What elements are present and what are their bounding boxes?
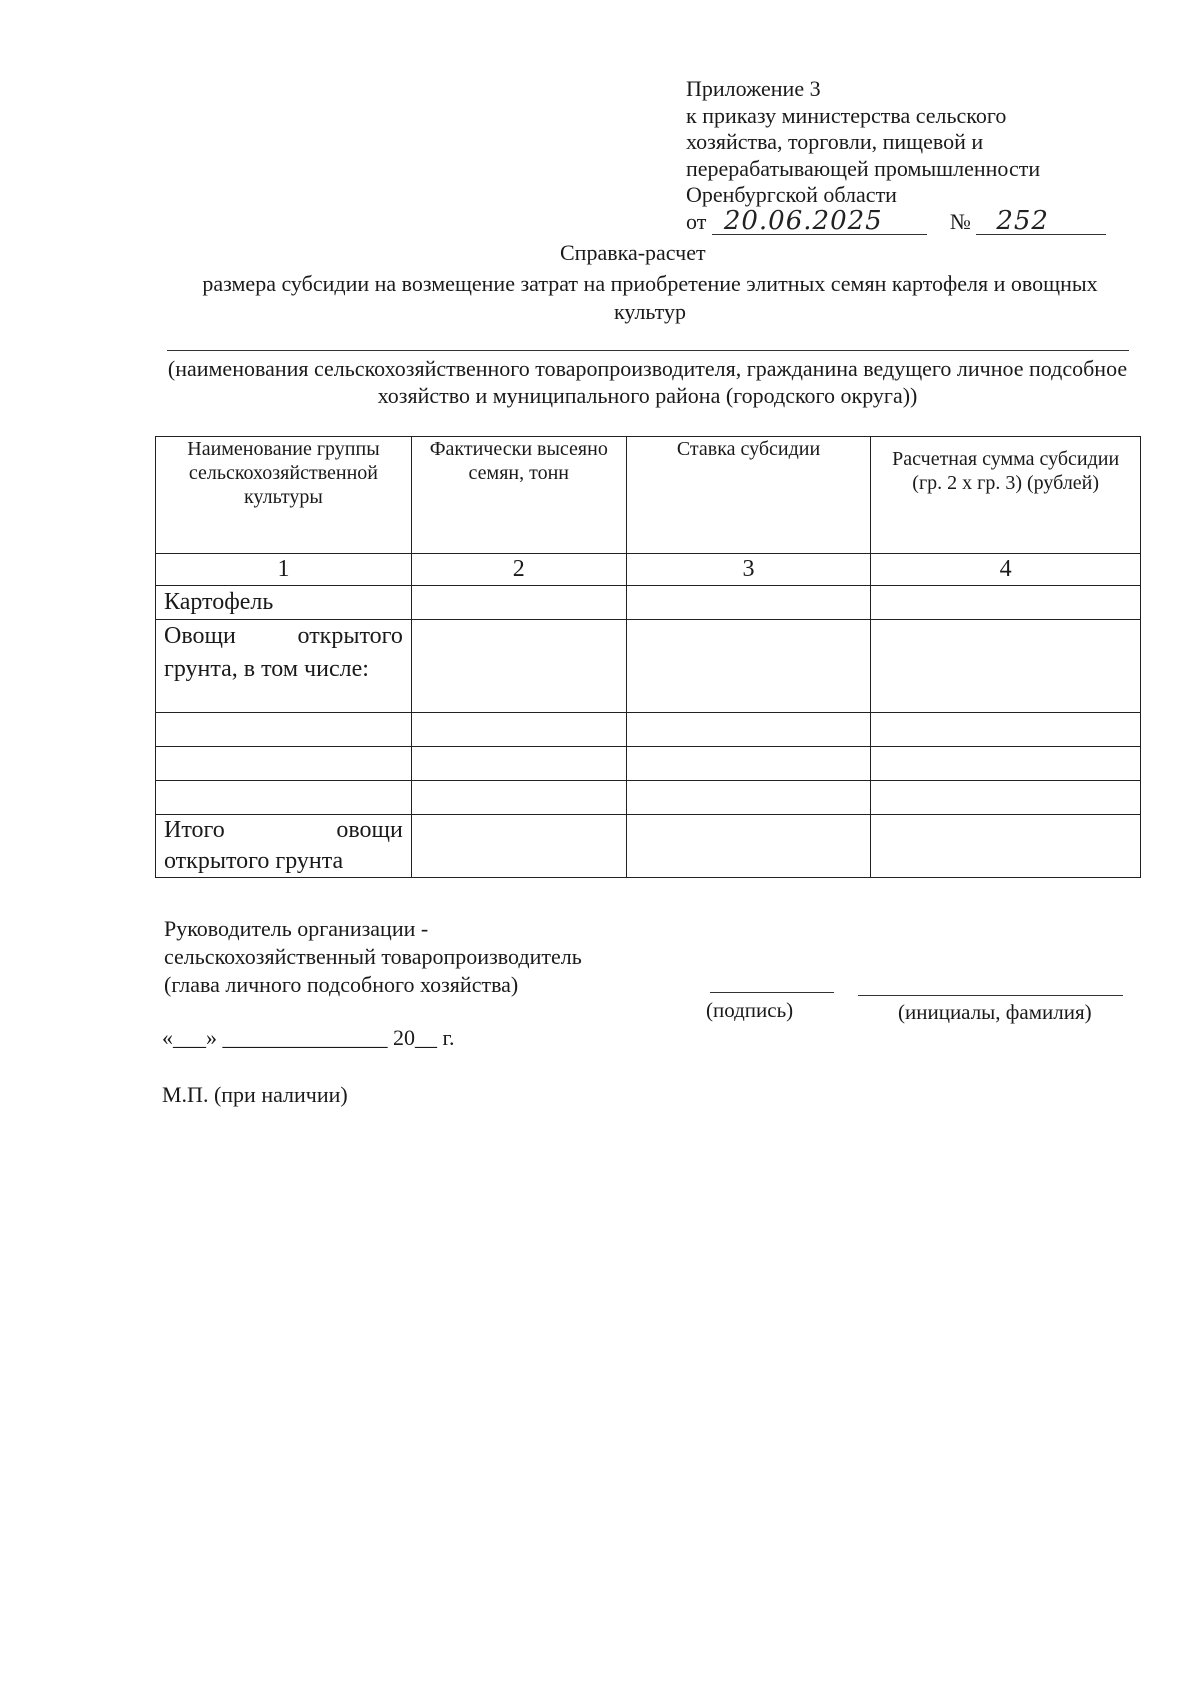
appendix-block — [686, 76, 1106, 235]
order-number-field — [976, 205, 1106, 236]
table-cell — [871, 747, 1141, 781]
table-cell — [411, 620, 626, 713]
table-cell — [871, 620, 1141, 713]
document-subtitle: размера субсидии на возмещение затрат на приобретение элитных семян картофеля и овощных культур — [202, 271, 1098, 324]
appendix-line: перерабатывающей промышленности — [686, 155, 1041, 181]
appendix-line: к приказу министерства сельского — [686, 102, 1007, 128]
table-row — [156, 747, 1141, 781]
table-cell — [626, 747, 871, 781]
name-fill-hint: (наименования сельскохозяйственного товаропроизводителя, гражданина ведущего личное подсобное хозяйство и муниципального района (городского округа)) — [167, 356, 1128, 408]
name-line — [858, 995, 1123, 996]
table-cell — [871, 815, 1141, 878]
table-cell — [626, 781, 871, 815]
appendix-line: хозяйства, торговли, пищевой и — [686, 129, 984, 154]
row-label: Овощи открытого грунта, в том числе: — [156, 620, 412, 713]
column-number: 3 — [626, 554, 871, 586]
signer-line: Руководитель организации - — [164, 916, 429, 941]
column-header: Расчетная сумма субсидии (гр. 2 х гр. 3) (рублей) — [871, 437, 1141, 554]
signer-block — [164, 915, 582, 999]
table-row — [156, 586, 1141, 620]
table-cell — [411, 815, 626, 878]
table-cell — [626, 586, 871, 620]
table-cell — [871, 781, 1141, 815]
row-label: Итого овощи открытого грунта — [156, 815, 412, 878]
column-number-row — [156, 554, 1141, 586]
table-header-row — [156, 437, 1141, 554]
stamp-place: М.П. (при наличии) — [162, 1082, 348, 1107]
signer-line: (глава личного подсобного хозяйства) — [164, 972, 519, 997]
table-cell — [871, 586, 1141, 620]
table-cell — [411, 713, 626, 747]
appendix-title: Приложение 3 — [686, 76, 821, 101]
column-header: Ставка субсидии — [626, 437, 871, 554]
table-row — [156, 713, 1141, 747]
column-header: Наименование группы сельскохозяйственной культуры — [156, 437, 412, 554]
date-prefix: от — [686, 208, 707, 234]
row-label — [156, 713, 412, 747]
number-prefix: № — [949, 208, 971, 234]
row-label: Картофель — [156, 586, 412, 620]
order-date-value: 20.06.2025 — [723, 205, 883, 236]
table-cell — [626, 620, 871, 713]
table-cell — [411, 586, 626, 620]
column-header: Фактически высеяно семян, тонн — [411, 437, 626, 554]
signature-line — [710, 992, 834, 993]
name-fill-line — [167, 350, 1129, 351]
name-caption: (инициалы, фамилия) — [898, 1000, 1092, 1024]
order-number-value: 252 — [996, 205, 1049, 236]
appendix-line: Оренбургской области — [686, 182, 897, 207]
calculation-table — [155, 436, 1141, 878]
document-title: Справка-расчет — [560, 240, 706, 265]
table-cell — [626, 815, 871, 878]
table-row — [156, 620, 1141, 713]
row-label — [156, 747, 412, 781]
table-row — [156, 781, 1141, 815]
order-date-field — [712, 205, 927, 236]
table-cell — [411, 781, 626, 815]
date-blank: «___» _______________ 20__ г. — [162, 1025, 455, 1050]
table-cell — [626, 713, 871, 747]
signature-caption: (подпись) — [706, 998, 794, 1022]
signer-line: сельскохозяйственный товаропроизводитель — [164, 944, 582, 969]
table-row-total — [156, 815, 1141, 878]
column-number: 2 — [411, 554, 626, 586]
row-label — [156, 781, 412, 815]
table-cell — [871, 713, 1141, 747]
table-cell — [411, 747, 626, 781]
column-number: 4 — [871, 554, 1141, 586]
order-date-number — [686, 205, 1106, 236]
column-number: 1 — [156, 554, 412, 586]
